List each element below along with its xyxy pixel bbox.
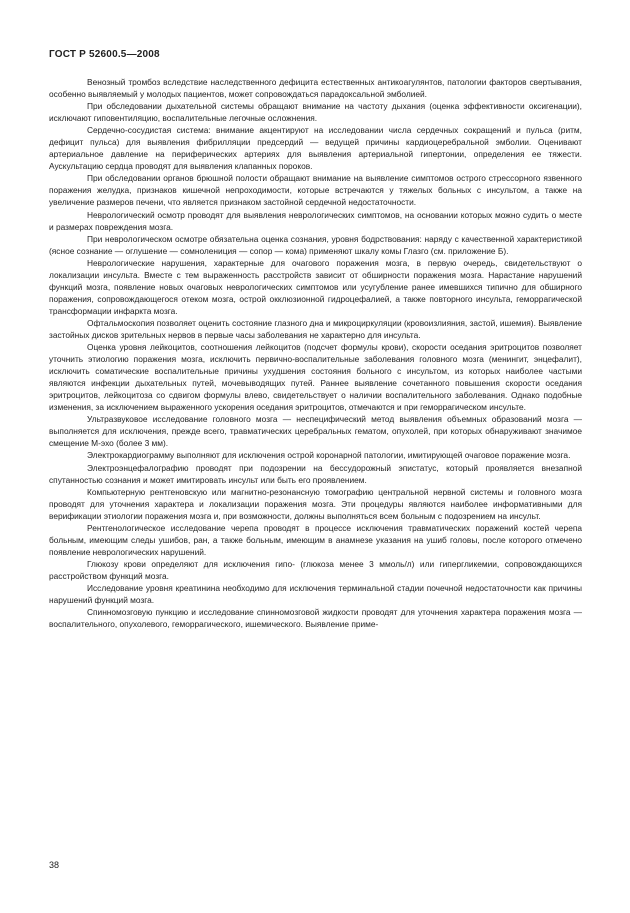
paragraph: Спинномозговую пункцию и исследование спинномозговой жидкости проводят для уточнения характера поражения мозга — воспалительного, опухолевого, геморрагического, ишемического. Выявление приме-: [49, 607, 582, 630]
document-header: ГОСТ Р 52600.5—2008: [49, 49, 160, 60]
paragraph: Компьютерную рентгеновскую или магнитно-резонансную томографию центральной нервной системы и головного мозга проводят для уточнения характера и локализации поражения мозга. Эти процедуры являются наиболее информативными для верификации этиологии поражения мозга и, при возможности, должны выполняться всем больным с подозрением на инсульт.: [49, 486, 582, 521]
paragraph: При обследовании органов брюшной полости обращают внимание на выявление симптомов острого стрессорного язвенного поражения желудка, признаков кишечной непроходимости, которые встречаются у тяжелых больных с инсультом, а также на увеличение размеров печени, что является признаком застойной сердечной недостаточности.: [49, 173, 582, 208]
paragraph: При неврологическом осмотре обязательна оценка сознания, уровня бодрствования: наряду с качественной характеристикой (ясное сознание — оглушение — сомнолениция — сопор — кома) применяют шкалу комы Глазго (см. приложение Б).: [49, 233, 582, 256]
paragraph: При обследовании дыхательной системы обращают внимание на частоту дыхания (оценка эффективности оксигенации), исключают гиповентиляцию, воспалительные легочные осложнения.: [49, 101, 582, 124]
paragraph: Ультразвуковое исследование головного мозга — неспецифический метод выявления объемных образований мозга — выполняется для исключения, прежде всего, травматических церебральных гематом, опухолей, при которых обнаруживают значимое смещение М-эхо (более 3 мм).: [49, 414, 582, 449]
paragraph: Неврологические нарушения, характерные для очагового поражения мозга, в первую очередь, свидетельствуют о локализации инсульта. Вместе с тем выраженность расстройств зависит от обширности поражения мозга. Нарастание нарушений функций мозга, появление новых очаговых неврологических симптомов или усугубление ранее имевшихся типично для обширного поражения, сопровождающегося отеком мозга, острой окклюзионной гидроцефалией, а также повторного инсульта, геморрагической трансформации инфаркта мозга.: [49, 257, 582, 316]
paragraph: Венозный тромбоз вследствие наследственного дефицита естественных антикоагулянтов, патологии факторов свертывания, особенно выявляемый у молодых пациентов, может сопровождаться парадоксальной эмболией.: [49, 77, 582, 100]
paragraph: Неврологический осмотр проводят для выявления неврологических симптомов, на основании которых можно судить о месте и размерах повреждения мозга.: [49, 209, 582, 232]
paragraph: Оценка уровня лейкоцитов, соотношения лейкоцитов (подсчет формулы крови), скорости оседания эритроцитов позволяет уточнить этиологию поражения мозга, исключить первично-воспалительные заболевания головного мозга (менингит, энцефалит), исключить соматические воспалительные причины ухудшения состояния больного с инсультом, из которых наиболее частыми являются инфекции дыхательных путей, мочевыводящих путей. Раннее выявление сочетанного повышения скорости оседания эритроцитов, лейкоцитоза со сдвигом формулы влево, свидетельствует о наличии воспалительного заболевания. Однако подобные изменения, за исключением выраженного ускорения оседания эритроцитов, отмечаются и при геморрагическом инсульте.: [49, 342, 582, 413]
paragraph: Электрокардиограмму выполняют для исключения острой коронарной патологии, имитирующей очаговое поражение мозга.: [87, 450, 571, 461]
paragraph: Сердечно-сосудистая система: внимание акцентируют на исследовании числа сердечных сокращений и пульса (ритм, дефицит пульса) для выявления фибрилляции предсердий — ведущей причины кардиоцеребральной эмболии. Оценивают артериальное давление на периферических артериях для выявления артериальной гипертонии, определения ее тяжести. Аускультацию сердца проводят для выявления клапанных пороков.: [49, 125, 582, 172]
paragraph: Глюкозу крови определяют для исключения гипо- (глюкоза менее 3 ммоль/л) или гипергликемии, сопровождающихся расстройством функций мозга.: [49, 558, 582, 581]
paragraph: Офтальмоскопия позволяет оценить состояние глазного дна и микроциркуляции (кровоизлияния, застой, ишемия). Выявление застойных дисков зрительных нервов в первые часы заболевания не характерно для инсульта.: [49, 317, 582, 340]
document-body: [49, 76, 582, 630]
page-number: 38: [49, 860, 60, 870]
paragraph: Рентгенологическое исследование черепа проводят в процессе исключения травматических поражений костей черепа больным, имеющим следы ушибов, ран, а также больным, имеющим в анамнезе указания на ушиб головы, после которого отмечено появление неврологических нарушений.: [49, 522, 582, 557]
paragraph: Электроэнцефалографию проводят при подозрении на бессудорожный эпистатус, который проявляется внезапной спутанностью сознания и может имитировать инсульт или быть его проявлением.: [49, 462, 582, 485]
paragraph: Исследование уровня креатинина необходимо для исключения терминальной стадии почечной недостаточности как причины нарушений функций мозга.: [49, 582, 582, 606]
